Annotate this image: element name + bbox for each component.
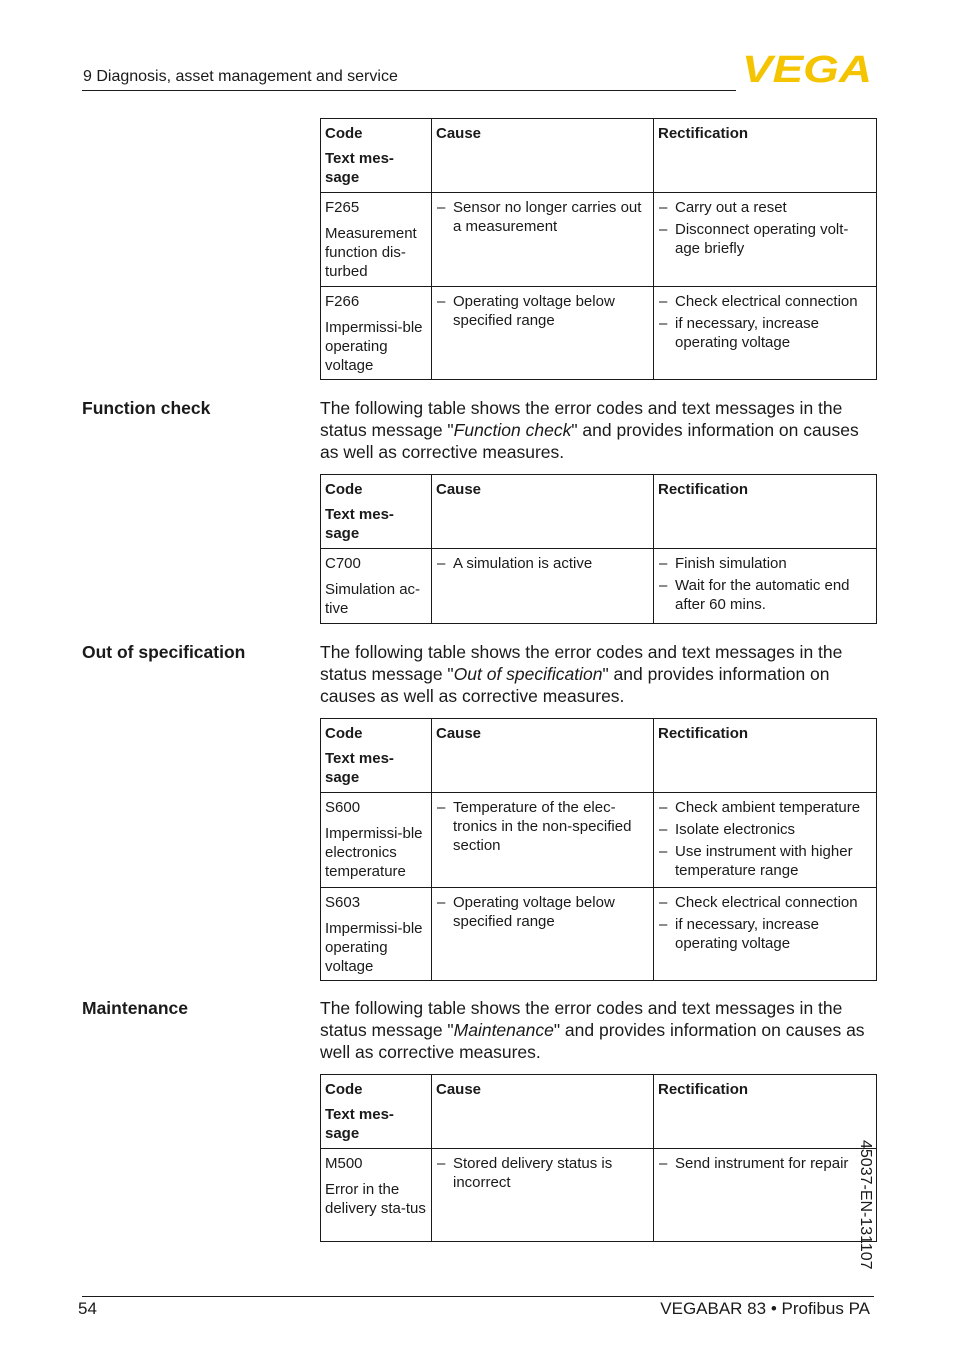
maintenance-table xyxy=(320,1074,877,1242)
table-row xyxy=(321,1149,877,1242)
out-of-spec-heading: Out of specification xyxy=(82,642,246,662)
cause-cell: – A simulation is active xyxy=(432,549,654,624)
code-cell: S600 Impermissi-ble electronics temperature xyxy=(321,793,432,888)
cause-cell: – Stored delivery status is incorrect xyxy=(432,1149,654,1242)
failure-table xyxy=(320,118,877,380)
cause-cell: – Temperature of the elec-tronics in the non-specified section xyxy=(432,793,654,888)
function-check-heading: Function check xyxy=(82,398,211,418)
table-row xyxy=(321,793,877,888)
table-row xyxy=(321,549,877,624)
maintenance-heading: Maintenance xyxy=(82,998,188,1018)
rectification-cell: – Finish simulation – Wait for the automatic end after 60 mins. xyxy=(654,549,877,624)
code-cell: M500 Error in the delivery sta-tus xyxy=(321,1149,432,1242)
rectification-cell: – Carry out a reset – Disconnect operating volt-age briefly xyxy=(654,193,877,287)
header-cause: Cause xyxy=(432,719,654,793)
header-rectification: Rectification xyxy=(654,719,877,793)
logo-text: VEGA xyxy=(742,52,872,84)
header-code: Code Text mes-sage xyxy=(321,719,432,793)
table-header-row xyxy=(321,119,877,193)
footer-divider xyxy=(82,1296,874,1297)
code-cell: F266 Impermissi-ble operating voltage xyxy=(321,287,432,380)
header-cause: Cause xyxy=(432,119,654,193)
table-row xyxy=(321,193,877,287)
cause-cell: – Operating voltage below specified range xyxy=(432,287,654,380)
function-check-intro: The following table shows the error codes and text messages in the status message "Function check" and provides information on causes as well as corrective measures. xyxy=(320,398,859,462)
header-code: Code Text mes-sage xyxy=(321,475,432,549)
header-divider xyxy=(82,90,736,91)
vega-logo xyxy=(742,52,874,84)
code-cell: S603 Impermissi-ble operating voltage xyxy=(321,888,432,981)
function-check-table xyxy=(320,474,877,624)
section-title: 9 Diagnosis, asset management and service xyxy=(83,68,398,85)
out-of-spec-table xyxy=(320,718,877,981)
header-rectification: Rectification xyxy=(654,119,877,193)
header-cause: Cause xyxy=(432,1075,654,1149)
rectification-cell: – Check electrical connection – if necessary, increase operating voltage xyxy=(654,287,877,380)
header-cause: Cause xyxy=(432,475,654,549)
document-code: 45037-EN-131107 xyxy=(857,1140,874,1270)
table-header-row xyxy=(321,719,877,793)
table-row xyxy=(321,888,877,981)
table-row xyxy=(321,287,877,380)
header-code: Code Text mes-sage xyxy=(321,1075,432,1149)
header-rectification: Rectification xyxy=(654,1075,877,1149)
code-cell: C700 Simulation ac-tive xyxy=(321,549,432,624)
code-cell: F265 Measurement function dis-turbed xyxy=(321,193,432,287)
header-code: Code Text mes-sage xyxy=(321,119,432,193)
page-number: 54 xyxy=(78,1299,97,1318)
table-header-row xyxy=(321,475,877,549)
table-header-row xyxy=(321,1075,877,1149)
cause-cell: – Sensor no longer carries out a measurement xyxy=(432,193,654,287)
maintenance-intro: The following table shows the error codes and text messages in the status message "Maintenance" and provides information on causes as well as corrective measures. xyxy=(320,998,865,1062)
rectification-cell: – Check electrical connection – if necessary, increase operating voltage xyxy=(654,888,877,981)
rectification-cell: – Send instrument for repair xyxy=(654,1149,877,1242)
out-of-spec-intro: The following table shows the error codes and text messages in the status message "Out of specification" and provides information on causes as well as corrective measures. xyxy=(320,642,843,706)
rectification-cell: – Check ambient temperature – Isolate electronics – Use instrument with higher temperature range xyxy=(654,793,877,888)
header-rectification: Rectification xyxy=(654,475,877,549)
cause-cell: – Operating voltage below specified range xyxy=(432,888,654,981)
product-name: VEGABAR 83 • Profibus PA xyxy=(660,1299,870,1318)
